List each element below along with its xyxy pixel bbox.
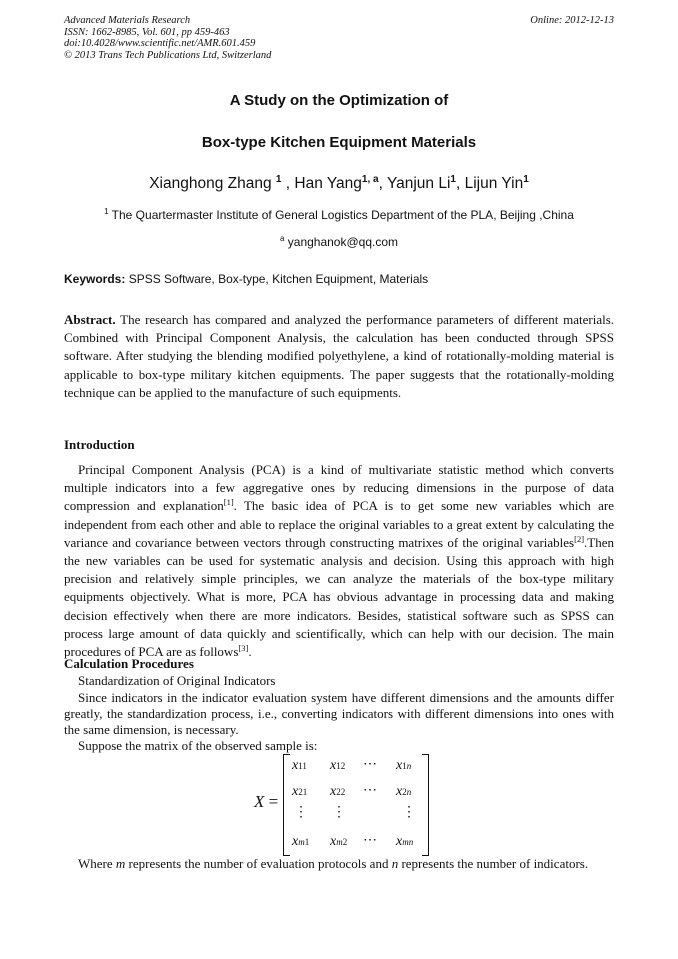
doi-line: doi:10.4028/www.scientific.net/AMR.601.459 bbox=[64, 38, 256, 49]
email bbox=[0, 234, 678, 249]
author-name: Yanjun Li bbox=[386, 175, 451, 192]
left-bracket bbox=[283, 754, 290, 856]
horizontal-ellipsis: ⋯ bbox=[363, 757, 377, 772]
affiliation-sup: 1 bbox=[104, 207, 109, 216]
introduction-paragraph bbox=[64, 461, 614, 661]
standardization-subheading: Standardization of Original Indicators bbox=[78, 673, 276, 688]
email-text: yanghanok@qq.com bbox=[287, 235, 399, 249]
affiliation-text: The Quartermaster Institute of General Logistics Department of the PLA, Beijing ,China bbox=[111, 208, 574, 222]
keywords bbox=[64, 272, 428, 286]
matrix-label: X = bbox=[254, 792, 279, 811]
online-date: Online: 2012-12-13 bbox=[530, 15, 614, 26]
observation-matrix bbox=[250, 754, 440, 858]
matrix-cell: x12 bbox=[330, 758, 346, 773]
journal-name: Advanced Materials Research bbox=[64, 15, 191, 26]
matrix-cell: x21 bbox=[292, 784, 308, 799]
matrix-cell: xm1 bbox=[292, 834, 310, 849]
author-sup: 1, a bbox=[361, 174, 379, 185]
author-sep: , bbox=[281, 175, 295, 192]
abstract-label: Abstract. bbox=[64, 312, 116, 327]
email-sup: a bbox=[279, 234, 285, 243]
keywords-text: SPSS Software, Box-type, Kitchen Equipment, Materials bbox=[128, 272, 429, 286]
abstract-text: The research has compared and analyzed the performance parameters of different materials. Combined with Principal Component Analysis, the calculation has been conducted through SPSS software. After studying the blending modified polyethylene, a kind of rotationally-molding material is applicable to box-type military kitchen equipments. The paper suggests that the rotationally-molding technique can be applied to the manufacture of such equipments. bbox=[64, 312, 615, 400]
paper-title-line2: Box-type Kitchen Equipment Materials bbox=[201, 134, 477, 151]
matrix-cell: x1n bbox=[396, 758, 412, 773]
author-name: Han Yang bbox=[294, 175, 362, 192]
keywords-label: Keywords: bbox=[64, 272, 126, 286]
matrix-cell: x11 bbox=[292, 758, 307, 773]
matrix-cell: x22 bbox=[330, 784, 346, 799]
citation-ref: [1] bbox=[223, 497, 234, 508]
standardization-paragraph: Since indicators in the indicator evaluation system have different dimensions and the amounts differ greatly, the standardization process, i.e., converting indicators with different dimensions into ones with the same dimension, is necessary. bbox=[64, 690, 614, 737]
journal-header bbox=[64, 15, 271, 61]
vertical-ellipsis: ⋮ bbox=[294, 805, 308, 820]
author-sup: 1 bbox=[523, 174, 529, 185]
horizontal-ellipsis: ⋯ bbox=[363, 783, 377, 798]
matrix-cell: xmn bbox=[396, 834, 414, 849]
author-sep: , bbox=[455, 175, 465, 192]
citation-ref: [3] bbox=[238, 643, 249, 654]
right-bracket bbox=[422, 754, 429, 856]
calculation-heading: Calculation Procedures bbox=[64, 656, 194, 671]
author-sep: , bbox=[378, 175, 387, 192]
matrix-cell: x2n bbox=[396, 784, 412, 799]
citation-ref: [2] bbox=[574, 533, 585, 544]
author-sup: 1 bbox=[275, 174, 282, 185]
author-name: Xianghong Zhang bbox=[149, 175, 272, 192]
intro-text: . The basic idea of PCA is to get some new variables which are independent from each other and able to replace the original variables to a great extent by calculating the variance and covariance between vectors through constructing matrixes of the original variables bbox=[64, 498, 614, 550]
horizontal-ellipsis: ⋯ bbox=[363, 833, 377, 848]
vertical-ellipsis: ⋮ bbox=[402, 805, 416, 820]
author-name: Lijun Yin bbox=[464, 175, 524, 192]
author-list bbox=[0, 174, 678, 193]
issn-line: ISSN: 1662-8985, Vol. 601, pp 459-463 bbox=[64, 26, 230, 38]
affiliation bbox=[0, 207, 678, 222]
intro-text: .Then the new variables can be used for systematic analysis and decision. Using this approach with high precision and relatively simple principles, we can analyze the materials of the box-type military equipments objectively. What is more, PCA has obvious advantage in processing data and making decision effectively when there are more indicators. Besides, statistical software such as SPSS can process large amount of data quickly and scientifically, which can help with our decision. The main procedures of PCA are as follows bbox=[64, 534, 614, 660]
intro-text: Principal Component Analysis (PCA) is a kind of multivariate statistic method which converts multiple indicators into a few aggregative ones by reducing dimensions in the purpose of data compression and explanation bbox=[64, 462, 614, 514]
abstract bbox=[64, 311, 614, 402]
copyright-line: © 2013 Trans Tech Publications Ltd, Switzerland bbox=[64, 49, 272, 61]
introduction-heading: Introduction bbox=[64, 437, 135, 452]
author-sup: 1 bbox=[450, 174, 456, 185]
intro-text: . bbox=[248, 644, 252, 660]
matrix-cell: xm2 bbox=[330, 834, 348, 849]
paper-title-line1: A Study on the Optimization of bbox=[229, 92, 449, 109]
where-paragraph: Where m represents the number of evaluation protocols and n represents the number of indicators. bbox=[78, 856, 589, 871]
vertical-ellipsis: ⋮ bbox=[332, 805, 346, 820]
suppose-line: Suppose the matrix of the observed sample is: bbox=[78, 738, 318, 753]
